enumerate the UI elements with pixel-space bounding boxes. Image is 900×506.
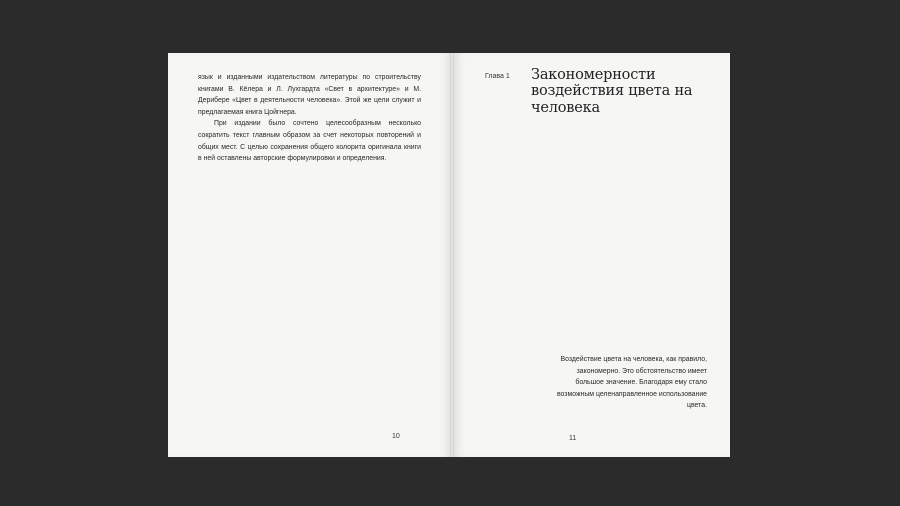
left-page [168, 53, 452, 457]
left-page-body [198, 72, 421, 165]
left-page-number: 10 [392, 433, 400, 440]
chapter-epigraph: Воздействие цвета на человека, как правило, закономерно. Это обстоятельство имеет большое значение. Благодаря ему стало возможным целенаправленное использование цвета. [556, 356, 707, 410]
right-page [452, 53, 730, 457]
right-page-number: 11 [569, 435, 577, 442]
open-book [168, 53, 730, 457]
body-paragraph-2: При издании было сочтено целесообразным несколько сократить текст главным образом за счет некоторых повторений и общих мест. С целью сохранения общего колорита оригинала книги в ней оставлены авторские формулировки и определения. [198, 120, 421, 163]
book-spine [450, 53, 454, 457]
body-paragraph-1: язык и изданными издательством литературы по строительству книгами В. Кёлера и Л. Лухгардта «Свет в архитектуре» и М. Дерибере «Цвет в деятельности человека». Этой же цели служит и предлагаемая книга Цойгнера. [198, 74, 421, 116]
chapter-title: Закономерности воздействия цвета на человека [531, 67, 693, 116]
chapter-label: Глава 1 [485, 73, 510, 80]
